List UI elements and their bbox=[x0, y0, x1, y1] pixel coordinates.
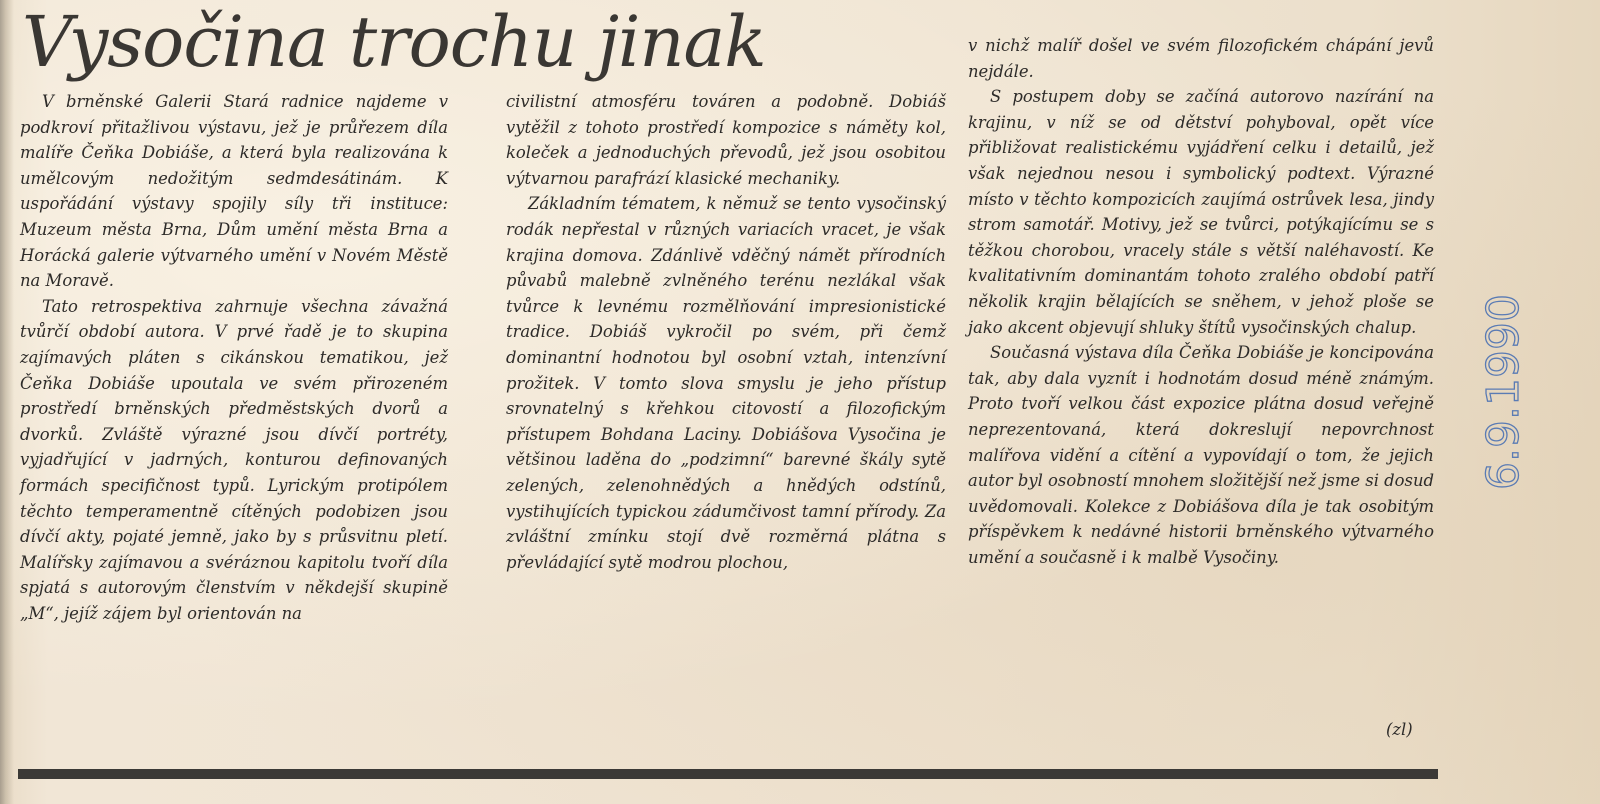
paragraph: v nichž malíř došel ve svém filozofickém chápání jevů nejdále. bbox=[968, 36, 1434, 81]
article-column-1 bbox=[20, 89, 448, 626]
paragraph: Základním tématem, k němuž se tento vysočinský rodák nepřestal v různých variacích vracet, je však krajina domova. Zdánlivě vděčný námět přírodních půvabů malebně zvlněného terénu nezlákal však tvůrce k levnému rozmělňování impresionistické tradice. Dobiáš vykročil po svém, při čemž dominantní hodnotou byl osobní vztah, intenzívní prožitek. V tomto slova smyslu je jeho přístup srovnatelný s křehkou citovostí a filozofickým přístupem Bohdana Laciny. Dobiášova Vysočina je většinou laděna do „podzimní“ barevné škály sytě zelených, zelenohnědých a hnědých odstínů, vystihujících typickou zádumčivost tamní přírody. Za zvláštní zmínku stojí dvě rozměrná plátna s převládající sytě modrou plochou, bbox=[506, 194, 946, 572]
paragraph: civilistní atmosféru továren a podobně. Dobiáš vytěžil z tohoto prostředí kompozice s náměty kol, koleček a jednoduchých převodů, jež jsou osobitou výtvarnou parafrází klasické mechaniky. bbox=[506, 92, 946, 188]
paragraph: Tato retrospektiva zahrnuje všechna závažná tvůrčí období autora. V prvé řadě je to skupina zajímavých pláten s cikánskou tematikou, jež Čeňka Dobiáše upoutala ve svém přirozeném prostředí brněnských předměstských dvorů a dvorků. Zvláště výrazné jsou dívčí portréty, vyjadřující v jadrných, konturou definovaných formách specifičnost typů. Lyrickým protipólem těchto temperamentně cítěných podobizen jsou dívčí akty, pojaté jemně, jako by s průsvitnu pletí. Malířsky zajímavou a svéráznou kapitolu tvoří díla spjatá s autorovým členstvím v někdejší skupině „M“, jejíž zájem byl orientován na bbox=[20, 296, 448, 623]
handwritten-date-annotation bbox=[1478, 160, 1548, 520]
paragraph: V brněnské Galerii Stará radnice najdeme v podkroví přitažlivou výstavu, jež je průřezem díla malíře Čeňka Dobiáše, a která byla realizována k umělcovým nedožitým sedmdesátinám. K uspořádání výstavy spojily síly tři instituce: Muzeum města Brna, Dům umění města Brna a Horácká galerie výtvarného umění v Novém Městě na Moravě. bbox=[20, 92, 448, 291]
clipping-edge bbox=[0, 0, 14, 804]
article-title: Vysočina trochu jinak bbox=[22, 1, 766, 83]
bottom-rule bbox=[18, 769, 1438, 779]
author-signature: (zl) bbox=[1386, 720, 1413, 739]
handwritten-date: 6.9.1990 bbox=[1478, 294, 1529, 490]
paragraph: Současná výstava díla Čeňka Dobiáše je koncipována tak, aby dala vyznít i hodnotám dosud méně známým. Proto tvoří velkou část expozice plátna dosud veřejně neprezentovaná, která dokreslují nepovrchnost malířova vidění a cítění a vypovídají o tom, že jejich autor byl osobností mnohem složitější než jsme si dosud uvědomovali. Kolekce z Dobiášova díla je tak osobitým příspěvkem k nedávné historii brněnského výtvarného umění a současně i k malbě Vysočiny. bbox=[968, 343, 1434, 567]
paragraph: S postupem doby se začíná autorovo nazírání na krajinu, v níž se od dětství pohyboval, opět více přibližovat realistickému vyjádření celku i detailů, jež však nejednou nesou i symbolický podtext. Výrazné místo v těchto kompozicích zaujímá ostrůvek lesa, jindy strom samotář. Motivy, jež se tvůrci, potýkajícímu se s těžkou chorobou, vracely stále s větší naléhavostí. Ke kvalitativním dominantám tohoto zralého období patří několik krajin bělajících se sněhem, v jehož ploše se jako akcent objevují shluky štítů vysočinských chalup. bbox=[968, 87, 1434, 337]
article-column-3 bbox=[968, 33, 1434, 570]
article-column-2 bbox=[506, 89, 946, 575]
